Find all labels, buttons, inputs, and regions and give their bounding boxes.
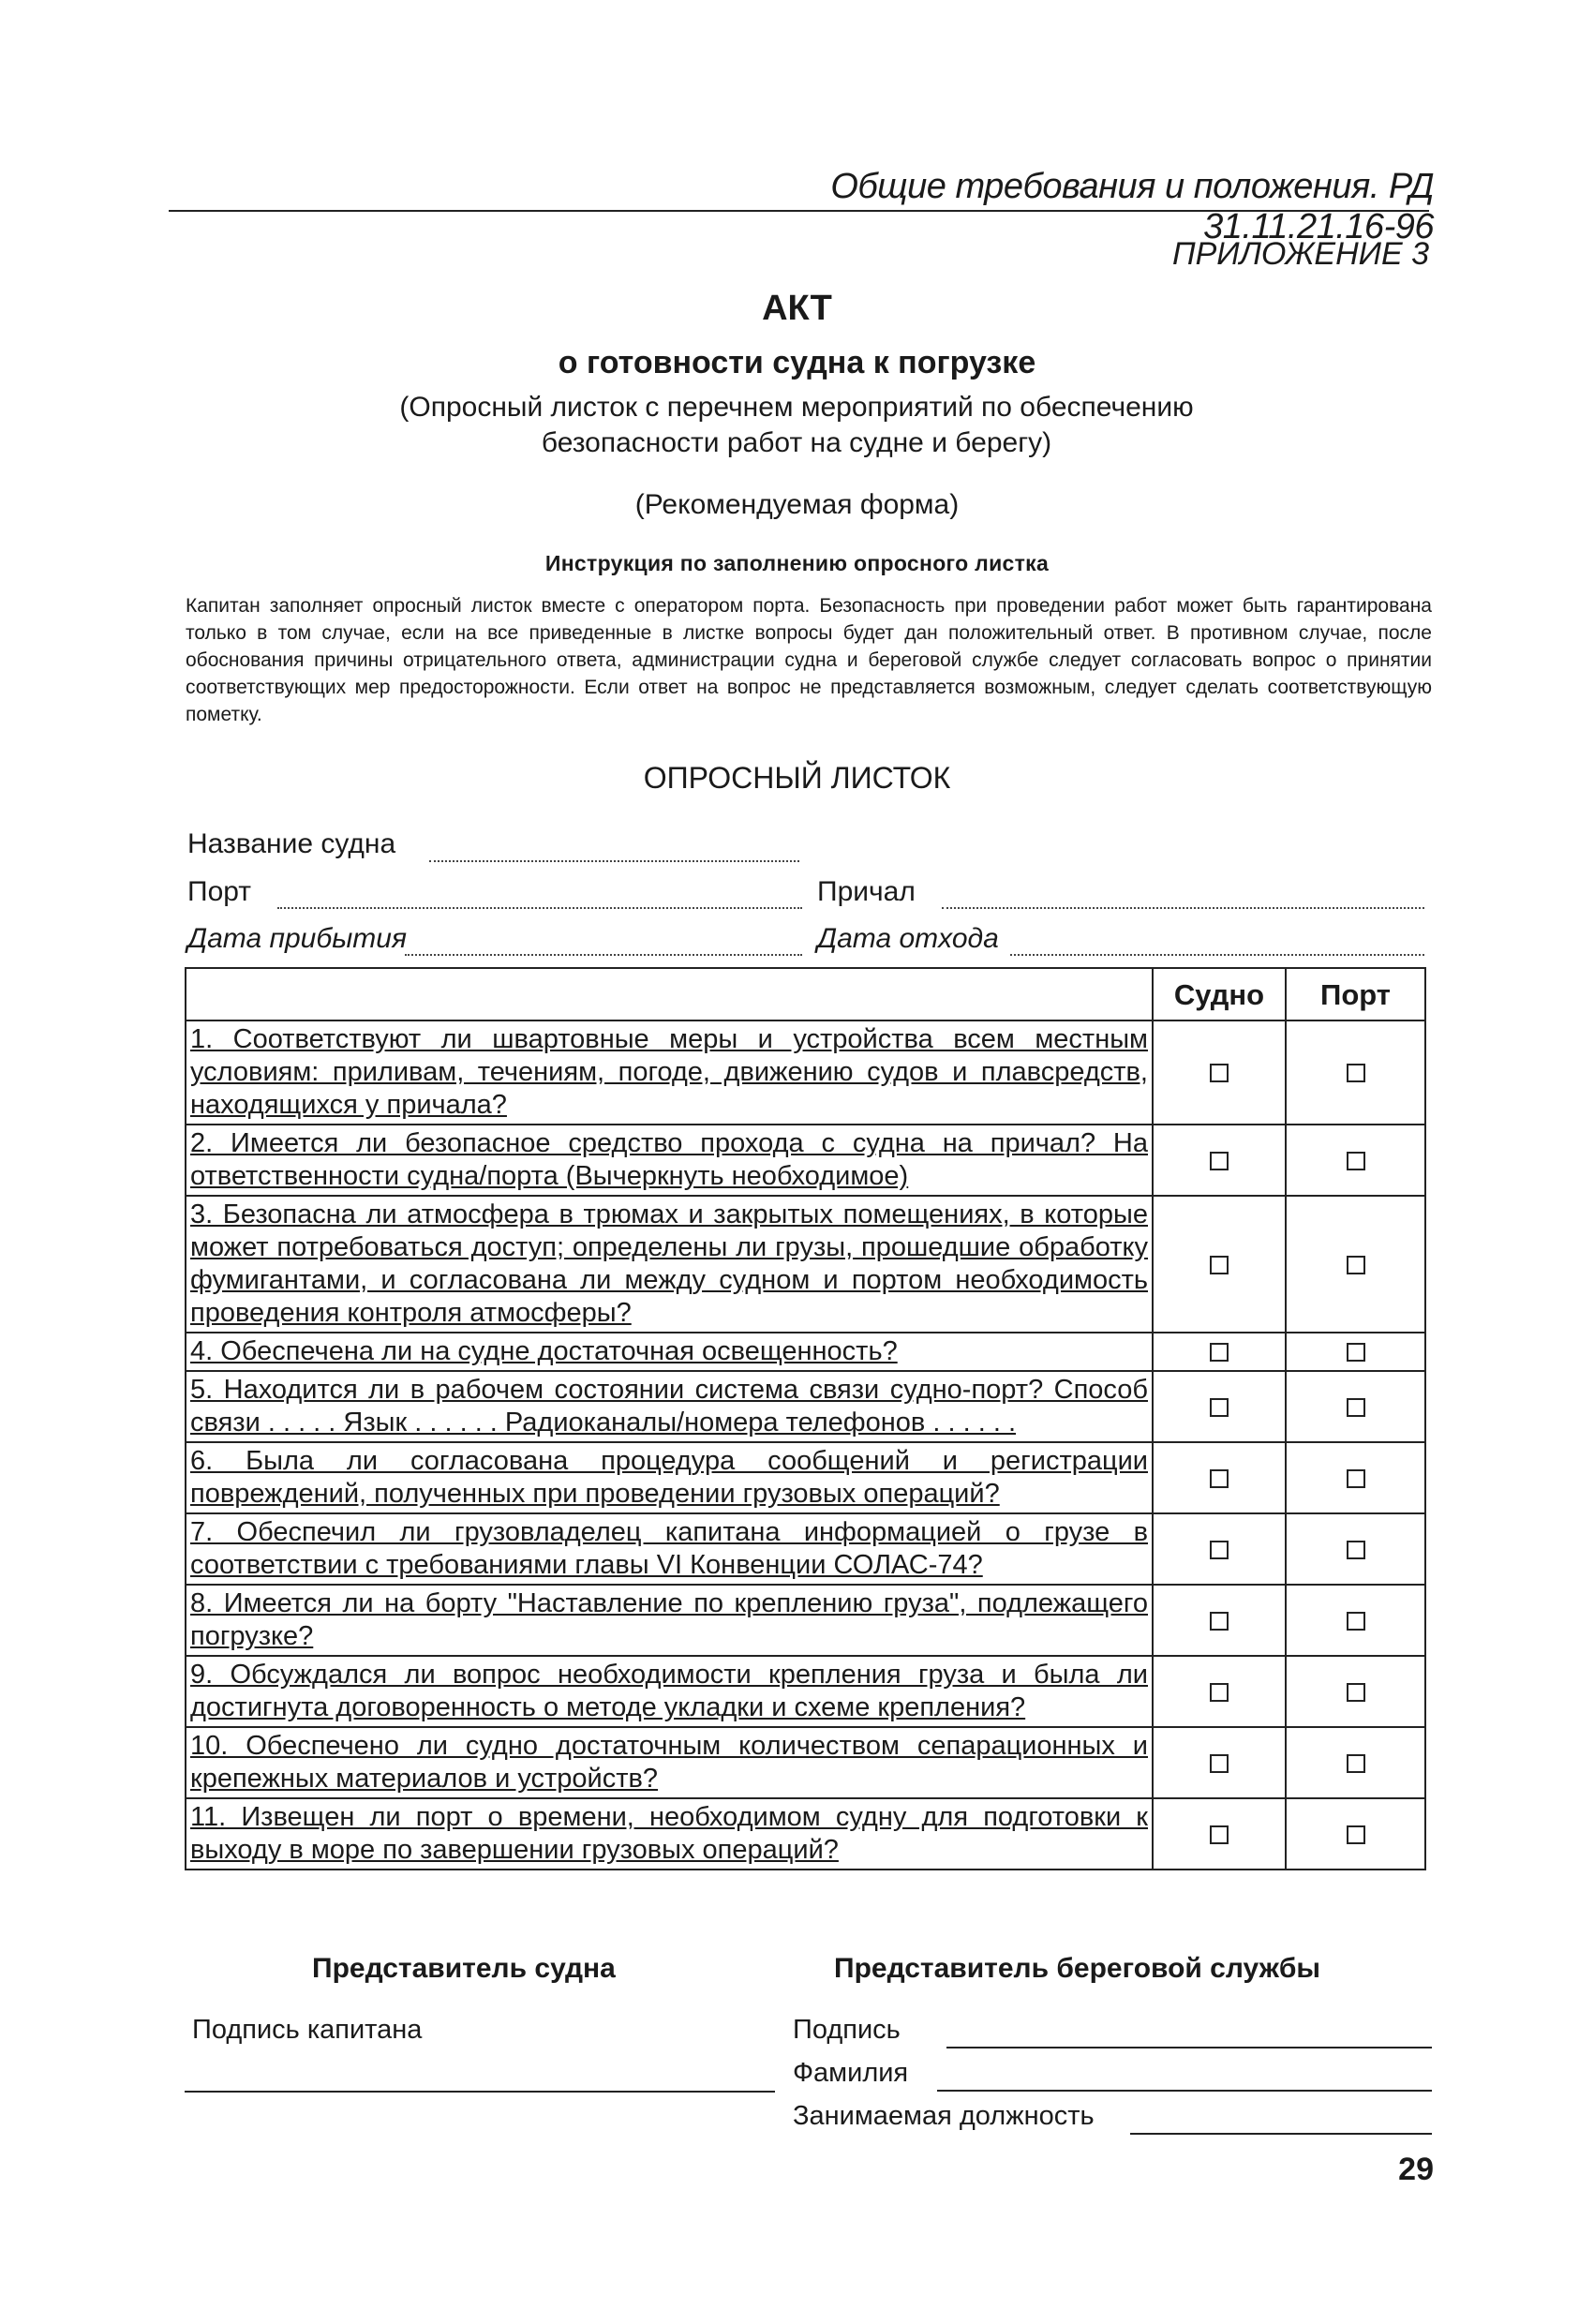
checkbox-icon	[1210, 1343, 1229, 1362]
checkbox-icon	[1347, 1064, 1365, 1082]
question-9: 9. Обсуждался ли вопрос необходимости крепления груза и была ли достигнута договоренность о методе укладки и схеме крепления?	[186, 1656, 1153, 1727]
berth-field[interactable]	[942, 907, 1424, 909]
checkbox-icon	[1210, 1152, 1229, 1170]
shore-signature-line[interactable]	[946, 2047, 1432, 2048]
recommended-form-label: (Рекомендуемая форма)	[634, 489, 960, 520]
table-row	[186, 1656, 1425, 1727]
running-header: Общие требования и положения. РД 31.11.21.16-96	[830, 167, 1434, 246]
ship-column-header: Судно	[1153, 968, 1286, 1020]
arrival-date-field[interactable]	[405, 954, 802, 956]
captain-signature-label: Подпись капитана	[192, 2015, 423, 2045]
checkbox-icon	[1210, 1469, 1229, 1488]
question-10: 10. Обеспечено ли судно достаточным количеством сепарационных и крепежных материалов и устройств?	[186, 1727, 1153, 1798]
port-checkbox-11[interactable]	[1286, 1798, 1425, 1870]
port-checkbox-7[interactable]	[1286, 1513, 1425, 1585]
act-title: АКТ	[762, 289, 832, 328]
questionnaire-table	[185, 967, 1426, 1870]
port-checkbox-10[interactable]	[1286, 1727, 1425, 1798]
table-row	[186, 1585, 1425, 1656]
ship-checkbox-4[interactable]	[1153, 1333, 1286, 1371]
checkbox-icon	[1347, 1256, 1365, 1274]
ship-checkbox-9[interactable]	[1153, 1656, 1286, 1727]
question-2: 2. Имеется ли безопасное средство прохода с судна на причал? На ответственности судна/порта (Вычеркнуть необходимое)	[186, 1125, 1153, 1196]
ship-checkbox-1[interactable]	[1153, 1020, 1286, 1125]
checkbox-icon	[1347, 1754, 1365, 1773]
ship-checkbox-10[interactable]	[1153, 1727, 1286, 1798]
instructions-text: Капитан заполняет опросный листок вместе с оператором порта. Безопасность при проведении работ может быть гарантирована только в том случае, если на все приведенные в листке вопросы будет дан положительный ответ. В противном случае, после обоснования причины отрицательного ответа, администрации судна и береговой службе следует согласовать вопрос о принятии соответствующих мер предосторожности. Если ответ на вопрос не представляется возможным, следует сделать соответствующую пометку.	[186, 595, 1432, 725]
table-row	[186, 1125, 1425, 1196]
port-checkbox-5[interactable]	[1286, 1371, 1425, 1442]
captain-signature-line[interactable]	[185, 2091, 775, 2093]
act-note: (Опросный листок с перечнем мероприятий по обеспечению безопасности работ на судне и берегу)	[399, 392, 1194, 458]
port-checkbox-6[interactable]	[1286, 1442, 1425, 1513]
checkbox-icon	[1210, 1612, 1229, 1631]
port-field[interactable]	[277, 907, 802, 909]
checkbox-icon	[1347, 1152, 1365, 1170]
port-checkbox-4[interactable]	[1286, 1333, 1425, 1371]
port-checkbox-9[interactable]	[1286, 1656, 1425, 1727]
question-4: 4. Обеспечена ли на судне достаточная освещенность?	[186, 1333, 1153, 1371]
ship-checkbox-11[interactable]	[1153, 1798, 1286, 1870]
question-8: 8. Имеется ли на борту "Наставление по креплению груза", подлежащего погрузке?	[186, 1585, 1153, 1656]
position-line[interactable]	[1130, 2133, 1432, 2135]
checkbox-icon	[1210, 1398, 1229, 1417]
act-subtitle: о готовности судна к погрузке	[558, 345, 1036, 380]
ship-name-field[interactable]	[429, 860, 799, 862]
shore-representative-heading: Представитель береговой службы	[834, 1953, 1320, 1984]
checkbox-icon	[1210, 1541, 1229, 1559]
question-6: 6. Была ли согласована процедура сообщений и регистрации повреждений, полученных при проведении грузовых операций?	[186, 1442, 1153, 1513]
table-row	[186, 1333, 1425, 1371]
checkbox-icon	[1210, 1825, 1229, 1844]
question-column-header	[186, 968, 1153, 1020]
shore-signature-label: Подпись	[793, 2015, 901, 2045]
port-column-header: Порт	[1286, 968, 1425, 1020]
arrival-date-label: Дата прибытия	[187, 923, 408, 954]
port-checkbox-1[interactable]	[1286, 1020, 1425, 1125]
departure-date-field[interactable]	[1010, 954, 1424, 956]
table-row	[186, 1020, 1425, 1125]
question-11: 11. Извещен ли порт о времени, необходимом судну для подготовки к выходу в море по завершении грузовых операций?	[186, 1798, 1153, 1870]
question-1: 1. Соответствуют ли швартовные меры и устройства всем местным условиям: приливам, течениям, погоде, движению судов и плавсредств, находящихся у причала?	[186, 1020, 1153, 1125]
checkbox-icon	[1347, 1612, 1365, 1631]
port-checkbox-2[interactable]	[1286, 1125, 1425, 1196]
table-row	[186, 1371, 1425, 1442]
checkbox-icon	[1210, 1064, 1229, 1082]
form-title: ОПРОСНЫЙ ЛИСТОК	[643, 761, 951, 795]
question-3: 3. Безопасна ли атмосфера в трюмах и закрытых помещениях, в которые может потребоваться доступ; определены ли грузы, прошедшие обработку фумигантами, и согласована ли между судном и портом необходимость проведения контроля атмосферы?	[186, 1196, 1153, 1333]
ship-checkbox-8[interactable]	[1153, 1585, 1286, 1656]
question-5: 5. Находится ли в рабочем состоянии система связи судно-порт? Способ связи . . . . . Язык . . . . . . Радиоканалы/номера телефонов . . . . . .	[186, 1371, 1153, 1442]
checkbox-icon	[1210, 1256, 1229, 1274]
table-row	[186, 1727, 1425, 1798]
ship-name-label: Название судна	[187, 828, 396, 859]
ship-checkbox-6[interactable]	[1153, 1442, 1286, 1513]
ship-representative-heading: Представитель судна	[312, 1953, 616, 1984]
port-label: Порт	[187, 876, 252, 907]
table-header-row	[186, 968, 1425, 1020]
question-7: 7. Обеспечил ли грузовладелец капитана информацией о грузе в соответствии с требованиями главы VI Конвенции СОЛАС-74?	[186, 1513, 1153, 1585]
departure-date-label: Дата отхода	[817, 923, 999, 954]
surname-label: Фамилия	[793, 2058, 909, 2088]
ship-checkbox-2[interactable]	[1153, 1125, 1286, 1196]
table-row	[186, 1196, 1425, 1333]
header-rule	[169, 210, 1429, 212]
surname-line[interactable]	[937, 2090, 1432, 2092]
checkbox-icon	[1347, 1683, 1365, 1702]
table-row	[186, 1798, 1425, 1870]
checkbox-icon	[1347, 1398, 1365, 1417]
checkbox-icon	[1347, 1343, 1365, 1362]
table-row	[186, 1442, 1425, 1513]
checkbox-icon	[1210, 1683, 1229, 1702]
port-checkbox-3[interactable]	[1286, 1196, 1425, 1333]
ship-checkbox-7[interactable]	[1153, 1513, 1286, 1585]
page-number: 29	[1398, 2152, 1434, 2187]
port-checkbox-8[interactable]	[1286, 1585, 1425, 1656]
instructions-title: Инструкция по заполнению опросного листка	[544, 551, 1050, 575]
ship-checkbox-3[interactable]	[1153, 1196, 1286, 1333]
ship-checkbox-5[interactable]	[1153, 1371, 1286, 1442]
position-label: Занимаемая должность	[793, 2101, 1095, 2131]
checkbox-icon	[1347, 1825, 1365, 1844]
berth-label: Причал	[817, 876, 916, 907]
checkbox-icon	[1347, 1541, 1365, 1559]
table-row	[186, 1513, 1425, 1585]
appendix-label: ПРИЛОЖЕНИЕ 3	[1171, 236, 1429, 272]
checkbox-icon	[1210, 1754, 1229, 1773]
checkbox-icon	[1347, 1469, 1365, 1488]
